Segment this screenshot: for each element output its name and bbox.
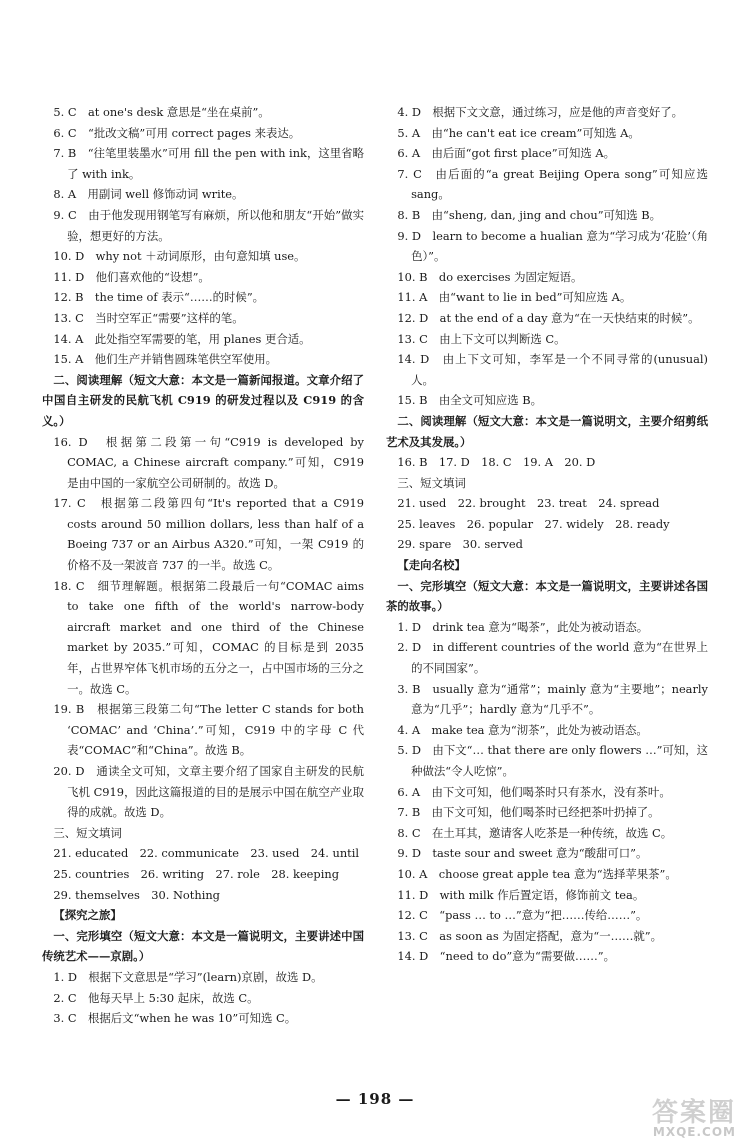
section-heading: 二、阅读理解（短文大意：本文是一篇新闻报道。文章介绍了中国自主研发的民航飞机 C919 的研发过程以及 C919 的含义。） bbox=[42, 372, 364, 428]
answer-item: 7. B “往笔里装墨水”可用 fill the pen with ink，这里省略了 with ink。 bbox=[53, 146, 364, 181]
answer-item: 6. A 由下文可知，他们喝茶时只有茶水，没有茶叶。 bbox=[397, 784, 671, 799]
answer-item: 4. A make tea 意为“沏茶”，此处为被动语态。 bbox=[397, 722, 648, 737]
answer-line: 29. spare 30. served bbox=[397, 537, 523, 552]
left-column bbox=[42, 102, 364, 1029]
answer-item: 9. C 由于他发现用钢笔写有麻烦，所以他和朋友“开始”做实验，想更好的方法。 bbox=[53, 207, 364, 243]
answer-item: 10. B do exercises 为固定短语。 bbox=[397, 269, 583, 284]
answer-line: 21. used 22. brought 23. treat 24. spread bbox=[397, 496, 660, 511]
answer-item: 14. D 由上下文可知，李军是一个不同寻常的(unusual)人。 bbox=[397, 352, 708, 387]
answer-line: 21. educated 22. communicate 23. used 24. until bbox=[53, 846, 360, 861]
answer-item: 5. C at one's desk 意思是“坐在桌前”。 bbox=[53, 105, 270, 119]
answer-item: 17. C 根据第二段第四句“It's reported that a C919 costs around 50 million dollars, less than half of a Boeing 737 or an Airbus A320.”可知，一架 C919 的价格不及一架波音 737 的一半。故选 C。 bbox=[53, 496, 364, 573]
answer-item: 14. D “need to do”意为“需要做……”。 bbox=[397, 949, 616, 964]
answer-item: 13. C as soon as 为固定搭配，意为“一……就”。 bbox=[397, 928, 663, 943]
answer-item: 8. C 在土耳其，邀请客人吃茶是一种传统，故选 C。 bbox=[397, 825, 673, 840]
answer-item: 4. D 根据下文文意，通过练习，应是他的声音变好了。 bbox=[397, 105, 684, 119]
answer-line: 25. leaves 26. popular 27. widely 28. ready bbox=[397, 516, 670, 531]
page-number: — 198 — bbox=[335, 1090, 415, 1108]
answer-item: 5. D 由下文“… that there are only flowers …”可知，这种做法“令人吃惊”。 bbox=[397, 743, 708, 778]
answer-item: 11. D 他们喜欢他的“设想”。 bbox=[53, 269, 210, 284]
answer-item: 9. D learn to become a hualian 意为“学习成为‘花脸’（角色）”。 bbox=[397, 228, 708, 264]
answer-item: 2. C 他每天早上 5:30 起床，故选 C。 bbox=[53, 990, 259, 1005]
answer-item: 1. D 根据下文意思是“学习”(learn)京剧，故选 D。 bbox=[53, 969, 323, 984]
answer-line: 25. countries 26. writing 27. role 28. keeping bbox=[53, 866, 339, 881]
answer-item: 7. B 由下文可知，他们喝茶时已经把茶叶扔掉了。 bbox=[397, 805, 660, 820]
answer-item: 20. D 通读全文可知，文章主要介绍了国家自主研发的民航飞机 C919，因此这篇报道的目的是展示中国在航空产业取得的成就。故选 D。 bbox=[53, 764, 364, 820]
answer-item: 10. A choose great apple tea 意为“选择苹果茶”。 bbox=[397, 866, 677, 881]
answer-item: 18. C 细节理解题。根据第二段最后一句“COMAC aims to take one fifth of the world's narrow-body aircraft market and one third of the Chinese market by 2035.”可知，COMAC 的目标是到 2035 年，占世界窄体飞机市场的五分之一，占中国市场的三分之一。故选 C。 bbox=[53, 578, 364, 696]
answer-item: 11. A 由“want to lie in bed”可知应选 A。 bbox=[397, 290, 632, 305]
answer-item: 11. D with milk 作后置定语，修饰前文 tea。 bbox=[397, 887, 645, 902]
answer-item: 5. A 由“he can't eat ice cream”可知选 A。 bbox=[397, 125, 640, 140]
answer-item: 8. A 用副词 well 修饰动词 write。 bbox=[53, 187, 244, 202]
answer-item: 6. A 由后面“got first place”可知选 A。 bbox=[397, 146, 616, 161]
right-column bbox=[386, 102, 708, 967]
answer-item: 7. C 由后面的“a great Beijing Opera song”可知应选 sang。 bbox=[397, 166, 708, 202]
answer-item: 13. C 当时空军正“需要”这样的笔。 bbox=[53, 310, 244, 325]
answer-item: 2. D in different countries of the world 意为“在世界上的不同国家”。 bbox=[397, 640, 708, 676]
section-heading: 一、完形填空（短文大意：本文是一篇说明文，主要讲述中国传统艺术——京剧。） bbox=[42, 928, 364, 964]
answer-line: 三、短文填词 bbox=[397, 475, 466, 490]
answer-item: 3. B usually 意为“通常”；mainly 意为“主要地”；nearly 意为“几乎”；hardly 意为“几乎不”。 bbox=[397, 681, 708, 717]
answer-item: 12. B the time of 表示“……的时候”。 bbox=[53, 290, 265, 305]
answer-item: 1. D drink tea 意为“喝茶”，此处为被动语态。 bbox=[397, 619, 649, 634]
answer-item: 16. D 根据第二段第一句“C919 is developed by COMAC, a Chinese aircraft company.”可知，C919 是由中国的一家航空公司研制的。故选 D。 bbox=[53, 434, 364, 490]
answer-item: 14. A 此处指空军需要的笔，用 planes 更合适。 bbox=[53, 331, 311, 346]
answer-line: 三、短文填词 bbox=[53, 825, 122, 840]
answer-line: 16. B 17. D 18. C 19. A 20. D bbox=[397, 455, 596, 470]
section-heading: 一、完形填空（短文大意：本文是一篇说明文，主要讲述各国茶的故事。） bbox=[386, 578, 708, 614]
answer-item: 10. D why not ＋动词原形，由句意知填 use。 bbox=[53, 249, 306, 264]
section-label: 【走向名校】 bbox=[397, 558, 466, 573]
answer-item: 13. C 由上下文可以判断选 C。 bbox=[397, 331, 566, 346]
answer-line: 29. themselves 30. Nothing bbox=[53, 887, 220, 902]
answer-item: 6. C “批改文稿”可用 correct pages 来表达。 bbox=[53, 125, 301, 140]
watermark-main: 答案圈 bbox=[651, 1098, 736, 1128]
answer-item: 8. B 由“sheng, dan, jing and chou”可知选 B。 bbox=[397, 207, 662, 222]
answer-item: 12. D at the end of a day 意为“在一天快结束的时候”。 bbox=[397, 310, 700, 325]
answer-item: 3. C 根据后文“when he was 10”可知选 C。 bbox=[53, 1011, 297, 1026]
answer-item: 15. B 由全文可知应选 B。 bbox=[397, 393, 543, 408]
answer-item: 9. D taste sour and sweet 意为“酸甜可口”。 bbox=[397, 846, 648, 861]
answer-item: 15. A 他们生产并销售圆珠笔供空军使用。 bbox=[53, 352, 278, 367]
watermark-sub: MXQE.COM bbox=[652, 1125, 736, 1139]
section-label: 【探究之旅】 bbox=[53, 908, 122, 923]
section-heading: 二、阅读理解（短文大意：本文是一篇说明文，主要介绍剪纸艺术及其发展。） bbox=[386, 413, 708, 449]
answer-item: 19. B 根据第三段第二句“The letter C stands for both ‘COMAC’ and ‘China’.”可知，C919 中的字母 C 代表“COMAC”和“China”。故选 B。 bbox=[53, 702, 364, 758]
watermark-logo bbox=[596, 1100, 736, 1138]
answer-item: 12. C “pass … to …”意为“把……传给……”。 bbox=[397, 908, 648, 923]
